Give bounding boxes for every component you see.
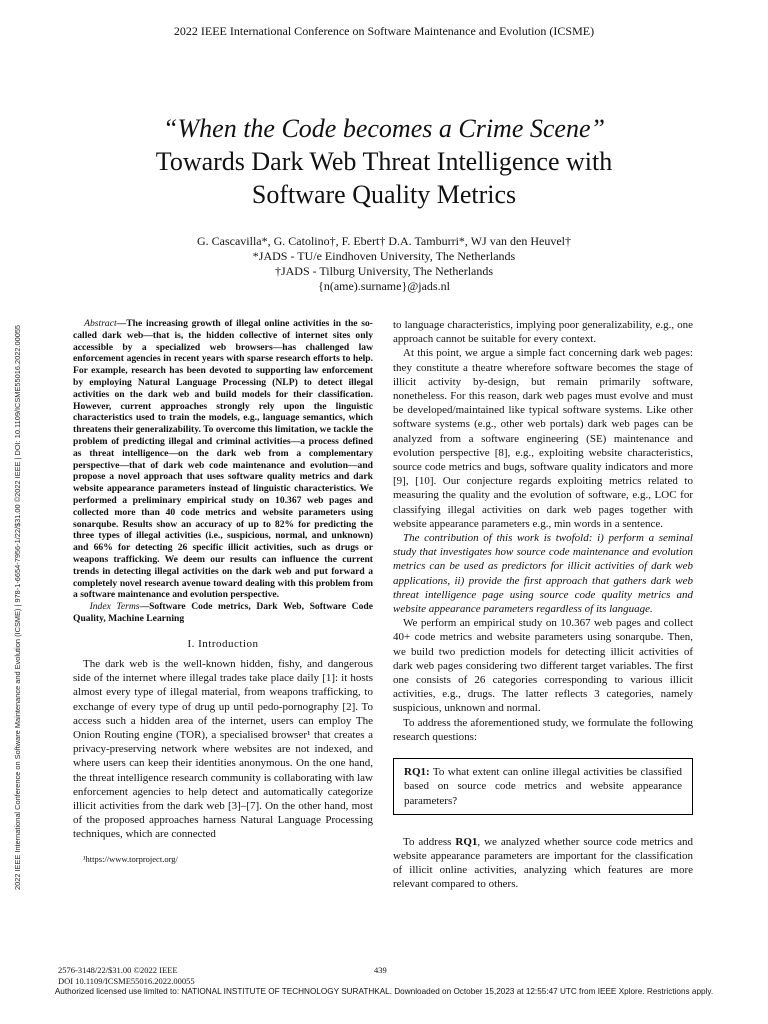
abstract-label: Abstract xyxy=(84,318,117,329)
section-heading-introduction: I. Introduction xyxy=(187,637,259,650)
title-line-3: Software Quality Metrics xyxy=(251,180,517,209)
left-column xyxy=(73,318,373,866)
intro-paragraph: The dark web is the well-known hidden, fishy, and dangerous side of the internet where illegal trades take place daily [1]: it hosts almost every type of illegal material, from weapons trafficking, to exchange of every type of drug up until pedo-pornography [2]. To access such a hidden area of the internet, users can employ The Onion Routing engine (TOR), a specialised browser¹ that creates a privacy-preserving network where websites are not indexed, and where users can keep their identities anonymous. On the one hand, the threat intelligence research community is collaborating with law enforcement agencies to help detect and automatically categorize illicit activities from the dark web [3]–[7]. On the other hand, most of the proposed approaches harness Natural Language Processing techniques, which are connected xyxy=(73,657,373,841)
rq1-ref: RQ1 xyxy=(455,835,478,848)
sidebar-text: 2022 IEEE International Conference on Software Maintenance and Evolution (ICSME) | 978-1-6654-7956-1/22/$31.00 ©2022 IEEE | DOI: 10.1109/ICSME55016.2022.00055 xyxy=(13,324,22,890)
author-names: G. Cascavilla*, G. Catolino†, F. Ebert† D.A. Tamburri*, WJ van den Heuvel† xyxy=(196,234,572,248)
title-line-2: Towards Dark Web Threat Intelligence with xyxy=(155,147,613,176)
contribution-paragraph: The contribution of this work is twofold: i) perform a seminal study that investigates how source code maintenance and evolution metrics can be used as predictors for illicit activities of dark web applications, ii) provide the first approach that gathers dark web threat intelligence page using source code quality metrics and website appearance parameters regardless of its language. xyxy=(393,532,693,616)
affiliation-1: *JADS - TU/e Eindhoven University, The Netherlands xyxy=(252,249,516,263)
rq1-box xyxy=(393,758,693,815)
authors-block xyxy=(60,234,708,294)
footer-line-1: 2576-3148/22/$31.00 ©2022 IEEE xyxy=(58,965,178,975)
rq1-text: To what extent can online illegal activities be classified based on source code metrics and website appearance parameters? xyxy=(404,766,682,807)
footer-issn xyxy=(58,965,195,986)
doi-sidebar xyxy=(13,150,25,890)
abstract xyxy=(73,318,373,601)
right-paragraph-5 xyxy=(393,835,693,892)
right-column xyxy=(393,318,693,892)
index-terms-label: Index Terms xyxy=(89,601,140,613)
rq1-intro-text: To address xyxy=(403,835,456,848)
footnote: ¹https://www.torproject.org/ xyxy=(83,853,178,864)
index-terms-text: —Software Code metrics, Dark Web, Software Code Quality, Machine Learning xyxy=(73,601,373,624)
affiliation-2: †JADS - Tilburg University, The Netherlands xyxy=(274,264,494,278)
right-paragraph-4: To address the aforementioned study, we formulate the following research questions: xyxy=(393,716,693,743)
paper-title xyxy=(60,112,708,211)
title-line-1: “When the Code becomes a Crime Scene” xyxy=(163,114,605,143)
author-email: {n(ame).surname}@jads.nl xyxy=(318,279,450,293)
license-notice: Authorized licensed use limited to: NATIONAL INSTITUTE OF TECHNOLOGY SURATHKAL. Downloaded on October 15,2023 at 12:55:47 UTC from IEEE Xplore. Restrictions apply. xyxy=(54,987,714,996)
rq1-label: RQ1: xyxy=(404,766,430,779)
conference-header: 2022 IEEE International Conference on Software Maintenance and Evolution (ICSME) xyxy=(173,24,595,38)
footer-line-2: DOI 10.1109/ICSME55016.2022.00055 xyxy=(58,975,195,986)
page-number: 439 xyxy=(374,965,387,975)
abstract-text: —The increasing growth of illegal online activities in the so-called dark web—that is, the hidden collective of internet sites only accessible by a specialized web browsers—has challenged law enforcement agencies in recent years with sparse research efforts to help. For example, research has been devoted to supporting law enforcement by employing Natural Language Processing (NLP) to detect illegal activities on the dark web and build models for their classification. However, current approaches strongly rely upon the linguistic characteristics used to train the models, e.g., language semantics, which threatens their generalizability. To overcome this limitation, we tackle the problem of predicting illegal and criminal activities—a process defined as threat intelligence—on the dark web from a complementary perspective—that of dark web code maintenance and evolution—and propose a novel approach that uses software quality metrics and dark website appearance parameters instead of linguistic characteristics. We performed a preliminary empirical study on 10.367 web pages and collected more than 40 code metrics and website parameters using sonarqube. Results show an accuracy of up to 82% for predicting the three types of illegal activities (i.e., suspicious, normal, and unknown) and 66% for detecting 26 specific illicit activities, such as drugs or weapons trafficking. We deem our results can influence the current trends in detecting illegal activities on the dark web and put forward a completely novel research avenue toward dealing with this problem from a software maintenance and evolution perspective. xyxy=(73,318,374,601)
right-paragraph-3: We perform an empirical study on 10.367 web pages and collect 40+ code metrics and website parameters using sonarqube. Then, we build two prediction models for detecting illicit activities of dark web pages considering two different target variables. The first one consists of 26 categories corresponding to various illicit activities, e.g., drugs. The latter reflects 3 categories, namely suspicious, unknown and normal. xyxy=(393,617,693,715)
rq1-followup-text: , we analyzed whether source code metrics and website appearance parameters are important for the classification of illicit online activities, analyzing which features are more relevant compared to others. xyxy=(393,835,693,891)
right-paragraph-0: to language characteristics, implying poor generalizability, e.g., one approach cannot be suitable for every context. xyxy=(393,319,693,346)
index-terms xyxy=(73,601,373,625)
right-paragraph-1: At this point, we argue a simple fact concerning dark web pages: they constitute a theatre wherefore software becomes the stage of illicit activity by-design, but remain primarily software, nonetheless. For this reason, dark web pages must evolve and must be developed/maintained like typical software systems. Like other software systems (e.g., other web portals) dark web pages can be analyzed from a software engineering (SE) maintenance and evolution perspective [8], e.g., exploiting website characteristics, source code metrics and bugs, software quality indicators and more [9], [10]. Our conjecture regards exploiting metrics related to measuring the quality and the evolution of software, e.g., LOC for classifying illegal activities on dark web pages together with website appearance parameters e.g., min words in a sentence. xyxy=(393,347,693,530)
